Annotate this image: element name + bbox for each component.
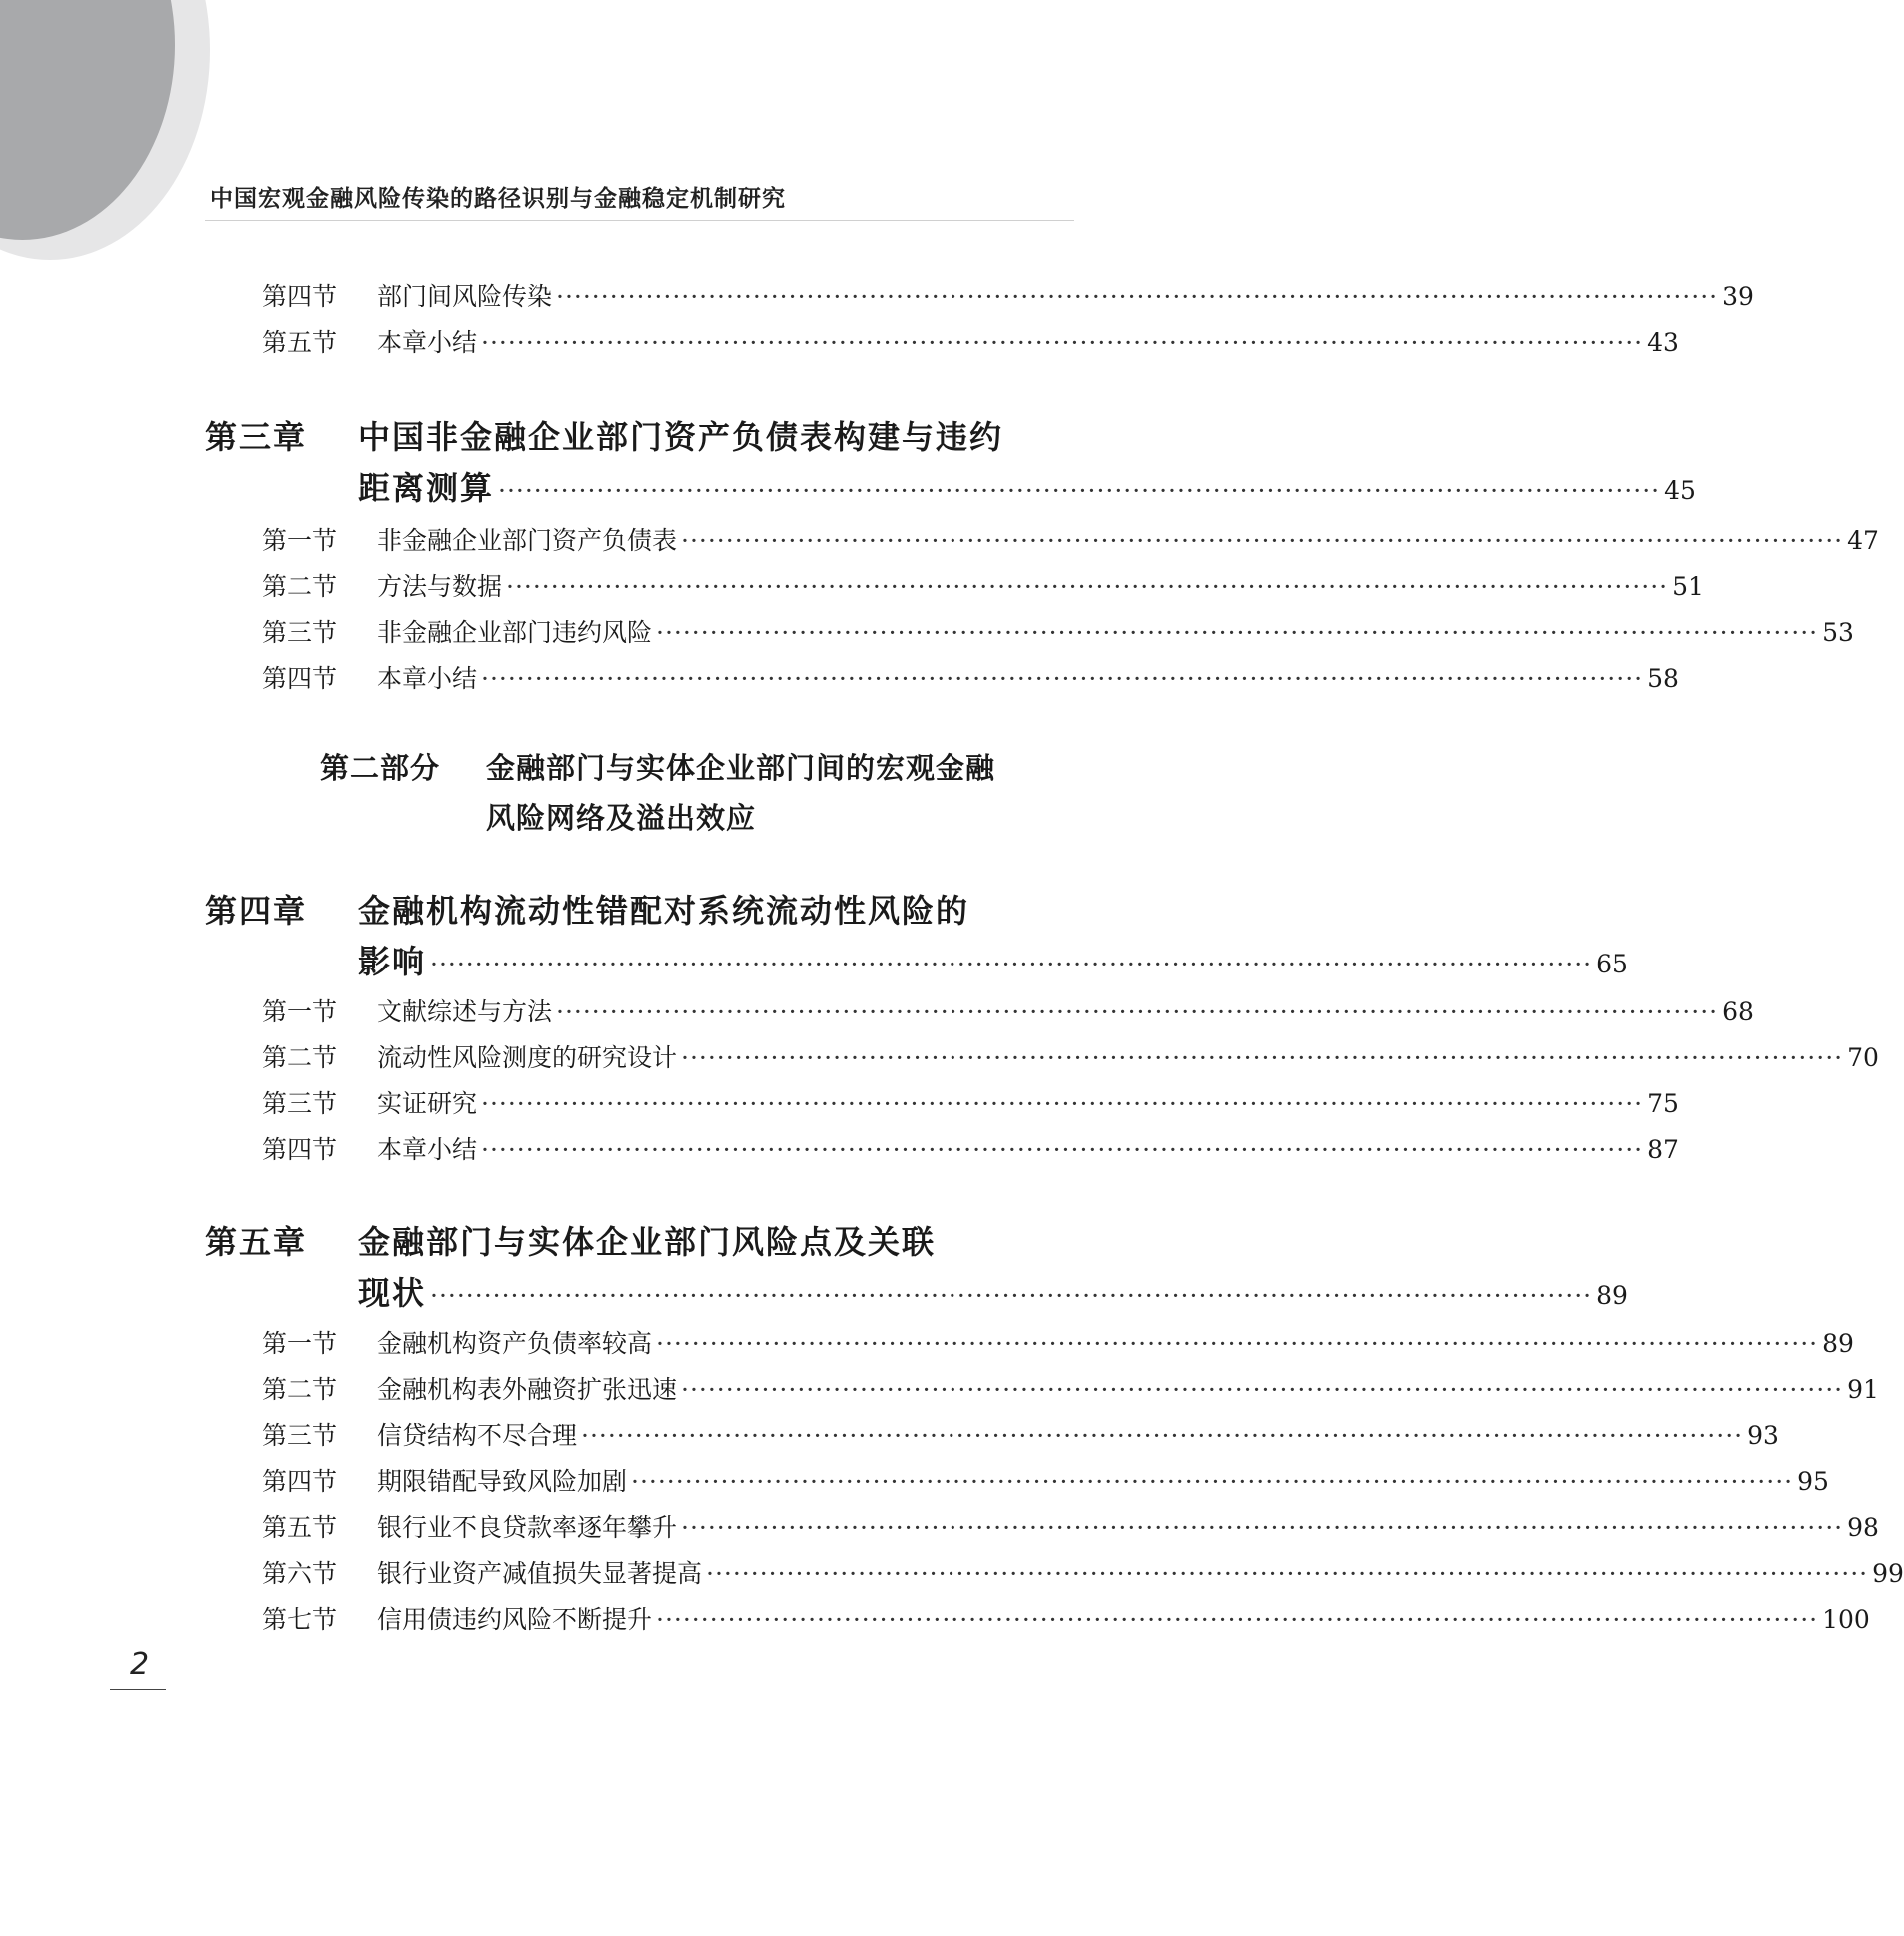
page-number: 51: [1672, 572, 1704, 601]
leader-dots: ··································································································································: [506, 572, 1669, 601]
section-label: 第二节: [262, 1375, 338, 1404]
section-title: 银行业资产减值损失显著提高: [377, 1559, 703, 1588]
page-number: 68: [1722, 997, 1754, 1026]
chapter-title-continuation[interactable]: [358, 937, 1628, 980]
part-title-line2[interactable]: 风险网络及溢出效应: [486, 801, 757, 835]
chapter-title[interactable]: 金融部门与实体企业部门风险点及关联: [358, 1223, 937, 1261]
toc-section[interactable]: [262, 1370, 1879, 1404]
page-number: 93: [1747, 1421, 1779, 1450]
chapter-title[interactable]: 中国非金融企业部门资产负债表构建与违约: [358, 418, 1004, 456]
toc-section[interactable]: [262, 1084, 1679, 1118]
chapter-title-continuation[interactable]: [358, 463, 1696, 507]
leader-dots: ··································································································································: [631, 1467, 1794, 1496]
section-title: 部门间风险传染: [377, 282, 553, 311]
section-title: 金融机构表外融资扩张迅速: [377, 1375, 678, 1404]
leader-dots: ··································································································································: [430, 950, 1593, 978]
leader-dots: ··································································································································: [581, 1421, 1744, 1450]
toc-section[interactable]: [262, 659, 1679, 693]
section-label: 第四节: [262, 1467, 338, 1496]
section-title: 方法与数据: [377, 572, 503, 601]
section-label: 第四节: [262, 664, 338, 693]
page-number: 65: [1596, 950, 1628, 978]
leader-dots: ··································································································································: [481, 1135, 1644, 1164]
page-number: 43: [1647, 328, 1679, 357]
leader-dots: ··································································································································: [681, 526, 1844, 555]
folio-rule: [110, 1689, 166, 1690]
section-title: 非金融企业部门资产负债表: [377, 526, 678, 555]
section-title: 文献综述与方法: [377, 997, 553, 1026]
section-label: 第二节: [262, 572, 338, 601]
running-head: 中国宏观金融风险传染的路径识别与金融稳定机制研究: [210, 186, 786, 212]
section-title: 本章小结: [377, 1135, 478, 1164]
section-label: 第五节: [262, 328, 338, 357]
chapter-title-line2: 影响: [358, 943, 427, 980]
page-number: 53: [1822, 618, 1854, 647]
toc-section[interactable]: [262, 323, 1679, 357]
leader-dots: ··································································································································: [656, 618, 1819, 647]
leader-dots: ··································································································································: [481, 664, 1644, 693]
page-number: 89: [1596, 1281, 1628, 1310]
leader-dots: ··································································································································: [430, 1281, 1593, 1310]
page-number: 91: [1847, 1375, 1879, 1404]
toc-section[interactable]: [262, 1130, 1679, 1164]
toc-section[interactable]: [262, 1038, 1879, 1072]
toc-section[interactable]: [262, 1508, 1879, 1542]
section-title: 金融机构资产负债率较高: [377, 1329, 653, 1358]
leader-dots: ··································································································································: [481, 1089, 1644, 1118]
chapter-label: 第四章: [205, 892, 308, 930]
page-number: 75: [1647, 1089, 1679, 1118]
section-label: 第一节: [262, 526, 338, 555]
section-label: 第三节: [262, 618, 338, 647]
page-number: 99: [1872, 1559, 1904, 1588]
leader-dots: ··································································································································: [556, 282, 1719, 311]
section-title: 信贷结构不尽合理: [377, 1421, 578, 1450]
section-label: 第四节: [262, 282, 338, 311]
section-label: 第二节: [262, 1043, 338, 1072]
part-label: 第二部分: [320, 751, 441, 785]
section-title: 信用债违约风险不断提升: [377, 1605, 653, 1634]
toc-section[interactable]: [262, 277, 1754, 311]
chapter-title-line2: 距离测算: [358, 469, 495, 507]
section-title: 本章小结: [377, 328, 478, 357]
part-title[interactable]: 金融部门与实体企业部门间的宏观金融: [486, 751, 996, 785]
page-number: 100: [1822, 1605, 1870, 1634]
page-number: 39: [1722, 282, 1754, 311]
toc-section[interactable]: [262, 521, 1879, 555]
chapter-title[interactable]: 金融机构流动性错配对系统流动性风险的: [358, 892, 970, 930]
page-folio: 2: [130, 1647, 150, 1682]
leader-dots: ··································································································································: [498, 476, 1661, 505]
section-label: 第一节: [262, 1329, 338, 1358]
page-number: 95: [1797, 1467, 1829, 1496]
toc-section[interactable]: [262, 992, 1754, 1026]
chapter-label: 第三章: [205, 418, 308, 456]
leader-dots: ··································································································································: [656, 1329, 1819, 1358]
leader-dots: ··································································································································: [481, 328, 1644, 357]
leader-dots: ··································································································································: [656, 1605, 1819, 1634]
section-title: 本章小结: [377, 664, 478, 693]
page-number: 70: [1847, 1043, 1879, 1072]
toc-section[interactable]: [262, 1416, 1779, 1450]
section-label: 第七节: [262, 1605, 338, 1634]
section-title: 流动性风险测度的研究设计: [377, 1043, 678, 1072]
leader-dots: ··································································································································: [681, 1375, 1844, 1404]
toc-section[interactable]: [262, 1324, 1854, 1358]
toc-section[interactable]: [262, 1462, 1829, 1496]
section-title: 期限错配导致风险加剧: [377, 1467, 628, 1496]
leader-dots: ··································································································································: [556, 997, 1719, 1026]
page-number: 87: [1647, 1135, 1679, 1164]
chapter-title-line2: 现状: [358, 1274, 427, 1312]
section-title: 非金融企业部门违约风险: [377, 618, 653, 647]
leader-dots: ··································································································································: [706, 1559, 1869, 1588]
page-number: 58: [1647, 664, 1679, 693]
page-number: 98: [1847, 1513, 1879, 1542]
page-number: 47: [1847, 526, 1879, 555]
toc-section[interactable]: [262, 1554, 1904, 1588]
section-label: 第三节: [262, 1089, 338, 1118]
chapter-label: 第五章: [205, 1223, 308, 1261]
section-label: 第三节: [262, 1421, 338, 1450]
leader-dots: ··································································································································: [681, 1513, 1844, 1542]
section-label: 第五节: [262, 1513, 338, 1542]
toc-section[interactable]: [262, 613, 1854, 647]
section-label: 第四节: [262, 1135, 338, 1164]
section-title: 银行业不良贷款率逐年攀升: [377, 1513, 678, 1542]
toc-section[interactable]: [262, 567, 1704, 601]
leader-dots: ··································································································································: [681, 1043, 1844, 1072]
page-number: 45: [1664, 476, 1696, 505]
page-number: 89: [1822, 1329, 1854, 1358]
toc-section[interactable]: [262, 1600, 1870, 1634]
section-title: 实证研究: [377, 1089, 478, 1118]
section-label: 第一节: [262, 997, 338, 1026]
chapter-title-continuation[interactable]: [358, 1268, 1628, 1312]
section-label: 第六节: [262, 1559, 338, 1588]
